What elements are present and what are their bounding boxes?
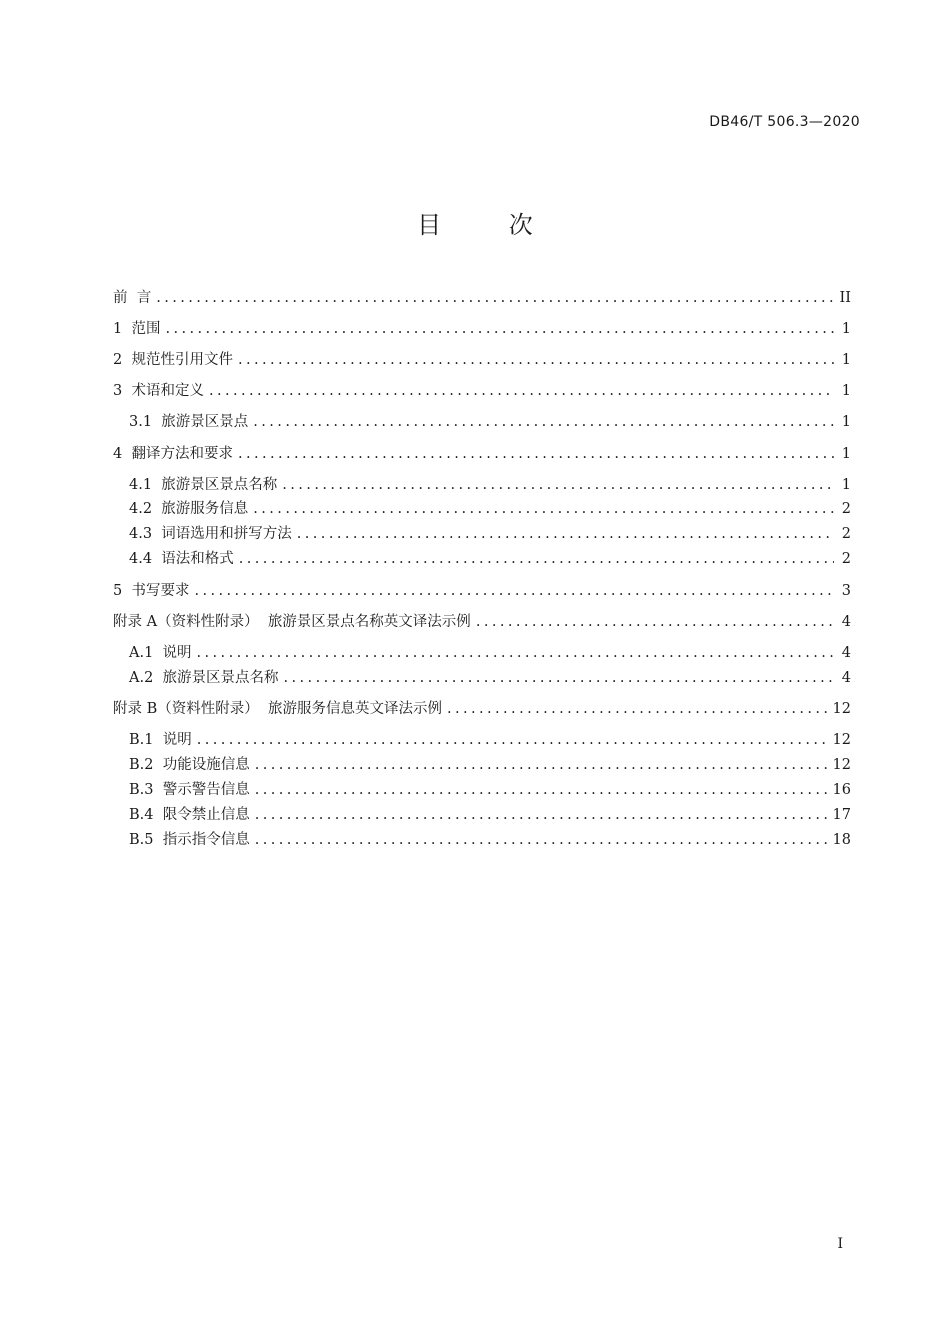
toc-entry-1[interactable] <box>113 319 851 339</box>
toc-entry-number: 附录 A（资料性附录） <box>113 614 268 630</box>
toc-entry-label: 说明 <box>162 645 192 661</box>
toc-entry-number: B.5 <box>129 832 163 848</box>
toc-entry-foreword[interactable] <box>113 288 851 308</box>
toc-entry-4-1[interactable] <box>129 475 851 495</box>
toc-entry-number: 前 言 <box>113 290 152 306</box>
toc-entry-page: 12 <box>832 757 851 773</box>
toc-entry-page: 2 <box>841 526 851 542</box>
toc-leader-dots <box>253 412 834 432</box>
toc-entry-label: 翻译方法和要求 <box>131 446 233 462</box>
toc-entry-page: 3 <box>841 583 851 599</box>
toc-entry-number: 4.4 <box>129 551 162 567</box>
toc-entry-number: 4.3 <box>129 526 162 542</box>
toc-entry-page: 16 <box>832 782 851 798</box>
toc-entry-label: 说明 <box>162 732 192 748</box>
toc-leader-dots <box>255 805 828 825</box>
toc-entry-a-1[interactable] <box>129 643 851 663</box>
toc-leader-dots <box>239 549 834 569</box>
toc-entry-page: 4 <box>841 614 851 630</box>
toc-entry-label: 指示指令信息 <box>162 832 250 848</box>
toc-entry-number: 4 <box>113 446 132 462</box>
toc-entry-label: 旅游服务信息英文译法示例 <box>267 701 442 717</box>
toc-entry-number: 2 <box>113 352 132 368</box>
toc-entry-4-3[interactable] <box>129 524 851 544</box>
toc-leader-dots <box>297 524 834 544</box>
toc-entry-2[interactable] <box>113 350 851 370</box>
document-code: DB46/T 506.3—2020 <box>709 114 860 130</box>
toc-entry-b-4[interactable] <box>129 805 851 825</box>
toc-leader-dots <box>255 755 828 775</box>
toc-entry-label: 限令禁止信息 <box>162 807 250 823</box>
toc-entry-4[interactable] <box>113 444 851 464</box>
toc-entry-b-2[interactable] <box>129 755 851 775</box>
toc-entry-a-2[interactable] <box>129 668 851 688</box>
toc-entry-4-2[interactable] <box>129 499 851 519</box>
toc-entry-page: 17 <box>832 807 851 823</box>
toc-entry-page: 4 <box>841 670 851 686</box>
toc-leader-dots <box>284 668 834 688</box>
toc-entry-4-4[interactable] <box>129 549 851 569</box>
toc-entry-page: 1 <box>841 414 851 430</box>
toc-entry-label: 语法和格式 <box>161 551 234 567</box>
toc-entry-number: B.4 <box>129 807 163 823</box>
toc-entry-label: 旅游服务信息 <box>161 501 249 517</box>
toc-entry-number: 5 <box>113 583 132 599</box>
toc-entry-label: 书写要求 <box>131 583 190 599</box>
toc-leader-dots <box>253 499 834 519</box>
toc-entry-label: 旅游景区景点名称英文译法示例 <box>267 614 471 630</box>
toc-entry-page: 1 <box>841 446 851 462</box>
toc-entry-3-1[interactable] <box>129 412 851 432</box>
toc-leader-dots <box>282 475 834 495</box>
toc-entry-label: 警示警告信息 <box>162 782 250 798</box>
toc-entry-page: 1 <box>841 352 851 368</box>
toc-entry-page: 1 <box>841 383 851 399</box>
toc-entry-page: II <box>839 290 851 306</box>
toc-entry-appendix-a[interactable] <box>113 612 851 632</box>
toc-leader-dots <box>447 699 828 719</box>
toc-leader-dots <box>197 730 828 750</box>
toc-entry-number: B.3 <box>129 782 163 798</box>
toc-entry-number: A.2 <box>129 670 163 686</box>
toc-entry-number: 3 <box>113 383 132 399</box>
toc-entry-page: 2 <box>841 501 851 517</box>
toc-entry-number: B.1 <box>129 732 163 748</box>
toc-entry-number: 4.1 <box>129 477 162 493</box>
toc-entry-label: 术语和定义 <box>131 383 204 399</box>
toc-entry-b-3[interactable] <box>129 780 851 800</box>
toc-leader-dots <box>255 780 828 800</box>
toc-entry-page: 12 <box>832 701 851 717</box>
toc-leader-dots <box>476 612 834 632</box>
toc-entry-label: 旅游景区景点名称 <box>162 670 279 686</box>
toc-entry-label: 规范性引用文件 <box>131 352 233 368</box>
toc-entry-label: 范围 <box>131 321 161 337</box>
toc-entry-3[interactable] <box>113 381 851 401</box>
toc-entry-page: 18 <box>832 832 851 848</box>
toc-entry-number: 附录 B（资料性附录） <box>113 701 268 717</box>
toc-entry-b-5[interactable] <box>129 830 851 850</box>
toc-leader-dots <box>238 350 834 370</box>
toc-entry-page: 1 <box>841 321 851 337</box>
toc-entry-number: 3.1 <box>129 414 162 430</box>
toc-leader-dots <box>255 830 828 850</box>
toc-entry-number: B.2 <box>129 757 163 773</box>
toc-entry-page: 12 <box>832 732 851 748</box>
toc-entry-page: 1 <box>841 477 851 493</box>
toc-entry-label: 旅游景区景点名称 <box>161 477 278 493</box>
toc-entry-number: 4.2 <box>129 501 162 517</box>
toc-entry-page: 2 <box>841 551 851 567</box>
toc-leader-dots <box>194 581 834 601</box>
toc-entry-label: 词语选用和拼写方法 <box>161 526 292 542</box>
toc-entry-label: 旅游景区景点 <box>161 414 249 430</box>
toc-entry-b-1[interactable] <box>129 730 851 750</box>
toc-entry-appendix-b[interactable] <box>113 699 851 719</box>
toc-entry-page: 4 <box>841 645 851 661</box>
page-number: I <box>837 1236 843 1252</box>
toc-leader-dots <box>165 319 834 339</box>
toc-entry-5[interactable] <box>113 581 851 601</box>
toc-leader-dots <box>209 381 834 401</box>
toc-entry-label: 功能设施信息 <box>162 757 250 773</box>
toc-entry-number: A.1 <box>129 645 163 661</box>
toc-leader-dots <box>156 288 834 308</box>
toc-title: 目 次 <box>417 211 563 239</box>
toc-leader-dots <box>197 643 834 663</box>
toc-leader-dots <box>238 444 834 464</box>
toc-entry-number: 1 <box>113 321 132 337</box>
